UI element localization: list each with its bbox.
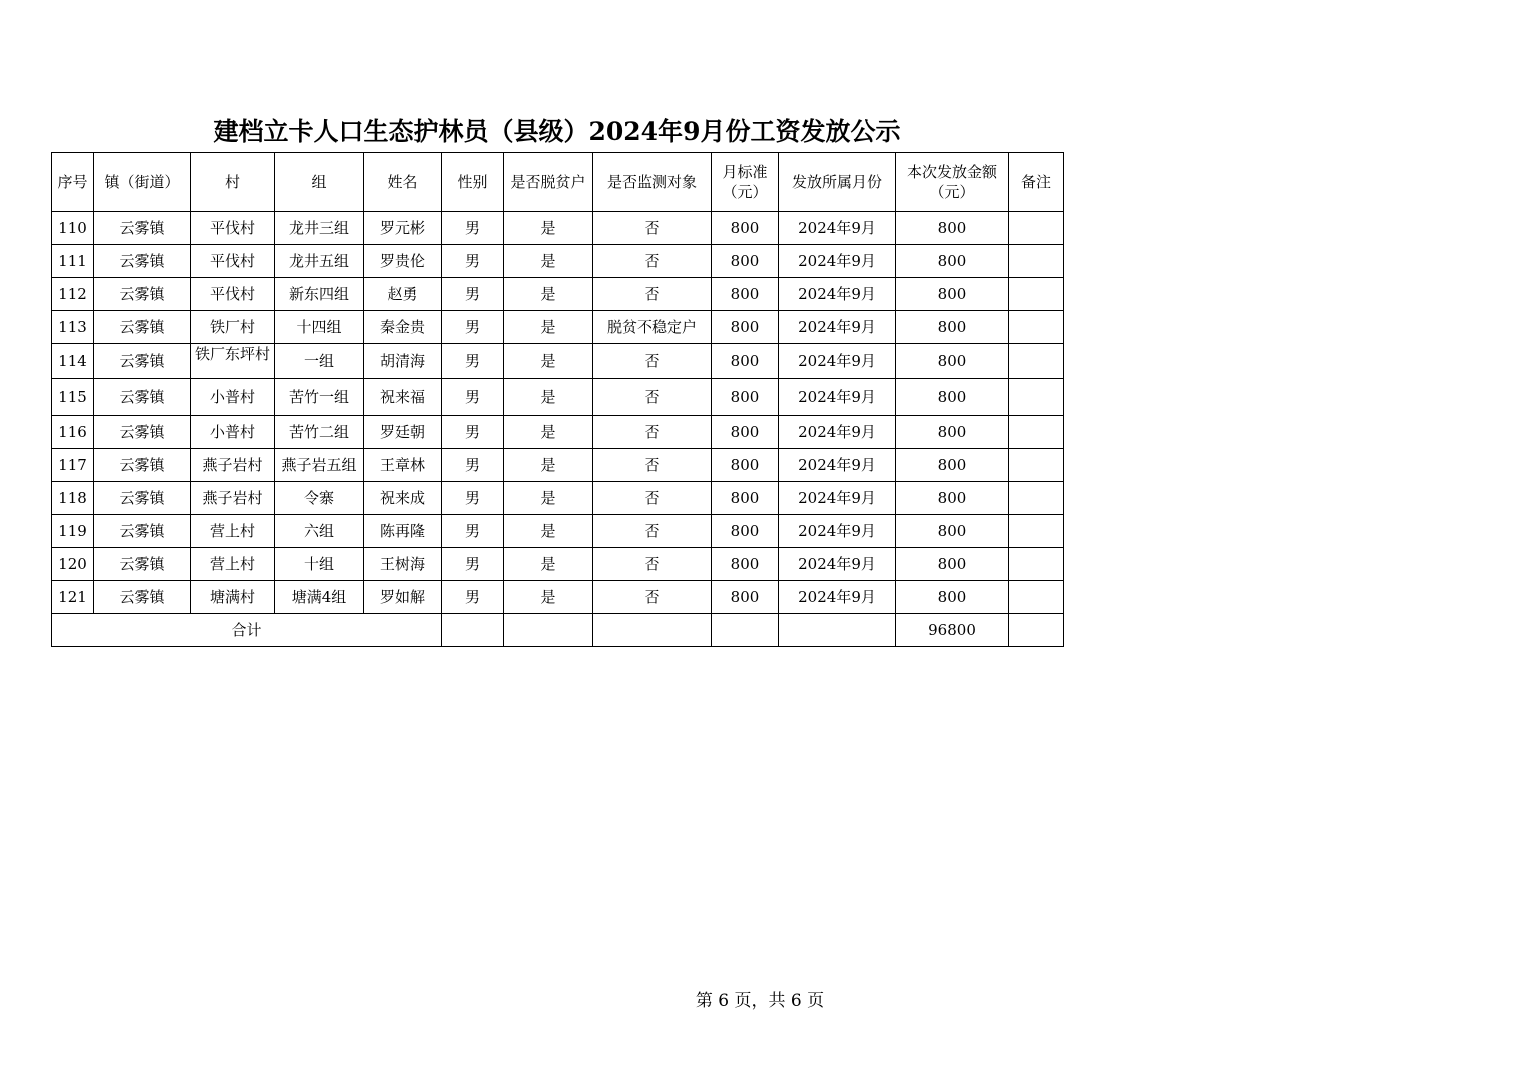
cell-group: 十组 <box>275 548 364 581</box>
cell-pay-month: 2024年9月 <box>779 449 896 482</box>
cell-name: 罗贵伦 <box>364 245 442 278</box>
table-cell <box>1009 614 1064 647</box>
header-row <box>52 153 1064 212</box>
cell-amount: 800 <box>896 416 1009 449</box>
cell-remark <box>1009 212 1064 245</box>
table-row <box>52 311 1064 344</box>
cell-group: 燕子岩五组 <box>275 449 364 482</box>
cell-monthly-standard: 800 <box>712 482 779 515</box>
cell-gender: 男 <box>442 212 504 245</box>
cell-amount: 800 <box>896 245 1009 278</box>
cell-poverty-exit: 是 <box>504 278 593 311</box>
cell-pay-month: 2024年9月 <box>779 379 896 416</box>
cell-poverty-exit: 是 <box>504 344 593 379</box>
cell-monthly-standard: 800 <box>712 416 779 449</box>
cell-name: 祝来福 <box>364 379 442 416</box>
table-cell <box>504 614 593 647</box>
cell-monitored: 否 <box>593 278 712 311</box>
cell-monitored: 否 <box>593 344 712 379</box>
cell-pay-month: 2024年9月 <box>779 515 896 548</box>
cell-monthly-standard: 800 <box>712 278 779 311</box>
cell-monthly-standard: 800 <box>712 449 779 482</box>
cell-remark <box>1009 548 1064 581</box>
cell-remark <box>1009 416 1064 449</box>
cell-group: 苦竹一组 <box>275 379 364 416</box>
cell-name: 陈再隆 <box>364 515 442 548</box>
cell-gender: 男 <box>442 581 504 614</box>
cell-name: 罗如解 <box>364 581 442 614</box>
cell-remark <box>1009 449 1064 482</box>
cell-name: 祝来成 <box>364 482 442 515</box>
cell-monitored: 否 <box>593 581 712 614</box>
cell-town: 云雾镇 <box>94 515 191 548</box>
cell-monitored: 否 <box>593 449 712 482</box>
header-cell: 村 <box>191 153 275 212</box>
cell-group: 苦竹二组 <box>275 416 364 449</box>
cell-town: 云雾镇 <box>94 311 191 344</box>
cell-monthly-standard: 800 <box>712 245 779 278</box>
cell-name: 王章林 <box>364 449 442 482</box>
cell-gender: 男 <box>442 311 504 344</box>
cell-remark <box>1009 344 1064 379</box>
cell-name: 赵勇 <box>364 278 442 311</box>
header-cell: 镇（街道） <box>94 153 191 212</box>
header-cell: 本次发放金额（元） <box>896 153 1009 212</box>
payroll-table <box>51 152 1064 647</box>
cell-name: 罗廷朝 <box>364 416 442 449</box>
cell-village: 小普村 <box>191 379 275 416</box>
cell-group: 令寨 <box>275 482 364 515</box>
cell-group: 一组 <box>275 344 364 379</box>
cell-index: 113 <box>52 311 94 344</box>
cell-poverty-exit: 是 <box>504 548 593 581</box>
cell-monitored: 否 <box>593 379 712 416</box>
table-row <box>52 379 1064 416</box>
cell-poverty-exit: 是 <box>504 416 593 449</box>
cell-index: 111 <box>52 245 94 278</box>
table-body <box>52 212 1064 614</box>
cell-village: 营上村 <box>191 515 275 548</box>
cell-pay-month: 2024年9月 <box>779 482 896 515</box>
header-cell: 发放所属月份 <box>779 153 896 212</box>
table-row <box>52 581 1064 614</box>
cell-village: 平伐村 <box>191 245 275 278</box>
header-cell: 姓名 <box>364 153 442 212</box>
cell-village: 小普村 <box>191 416 275 449</box>
cell-town: 云雾镇 <box>94 278 191 311</box>
cell-remark <box>1009 581 1064 614</box>
cell-name: 王树海 <box>364 548 442 581</box>
cell-village: 平伐村 <box>191 212 275 245</box>
page-title: 建档立卡人口生态护林员（县级）2024年9月份工资发放公示 <box>213 117 901 146</box>
cell-town: 云雾镇 <box>94 416 191 449</box>
table-row <box>52 482 1064 515</box>
cell-monitored: 脱贫不稳定户 <box>593 311 712 344</box>
cell-index: 110 <box>52 212 94 245</box>
cell-poverty-exit: 是 <box>504 581 593 614</box>
header-cell: 序号 <box>52 153 94 212</box>
cell-index: 121 <box>52 581 94 614</box>
cell-poverty-exit: 是 <box>504 515 593 548</box>
cell-poverty-exit: 是 <box>504 449 593 482</box>
cell-amount: 800 <box>896 344 1009 379</box>
cell-poverty-exit: 是 <box>504 482 593 515</box>
cell-gender: 男 <box>442 548 504 581</box>
cell-monitored: 否 <box>593 515 712 548</box>
cell-amount: 800 <box>896 212 1009 245</box>
table-row <box>52 344 1064 379</box>
cell-pay-month: 2024年9月 <box>779 212 896 245</box>
header-cell: 是否脱贫户 <box>504 153 593 212</box>
cell-remark <box>1009 482 1064 515</box>
header-cell: 性别 <box>442 153 504 212</box>
table-row <box>52 278 1064 311</box>
cell-name: 罗元彬 <box>364 212 442 245</box>
cell-town: 云雾镇 <box>94 581 191 614</box>
table-row <box>52 212 1064 245</box>
cell-pay-month: 2024年9月 <box>779 278 896 311</box>
cell-town: 云雾镇 <box>94 379 191 416</box>
header-cell: 备注 <box>1009 153 1064 212</box>
cell-monitored: 否 <box>593 212 712 245</box>
cell-town: 云雾镇 <box>94 245 191 278</box>
cell-gender: 男 <box>442 379 504 416</box>
cell-town: 云雾镇 <box>94 482 191 515</box>
cell-village: 燕子岩村 <box>191 449 275 482</box>
cell-index: 119 <box>52 515 94 548</box>
header-cell: 是否监测对象 <box>593 153 712 212</box>
cell-pay-month: 2024年9月 <box>779 311 896 344</box>
cell-town: 云雾镇 <box>94 212 191 245</box>
cell-group: 新东四组 <box>275 278 364 311</box>
cell-index: 120 <box>52 548 94 581</box>
table-cell <box>442 614 504 647</box>
cell-amount: 800 <box>896 581 1009 614</box>
cell-monthly-standard: 800 <box>712 212 779 245</box>
header-cell: 月标准（元） <box>712 153 779 212</box>
cell-village: 营上村 <box>191 548 275 581</box>
cell-pay-month: 2024年9月 <box>779 581 896 614</box>
cell-pay-month: 2024年9月 <box>779 416 896 449</box>
cell-monitored: 否 <box>593 548 712 581</box>
cell-remark <box>1009 379 1064 416</box>
cell-remark <box>1009 515 1064 548</box>
cell-group: 龙井五组 <box>275 245 364 278</box>
cell-index: 118 <box>52 482 94 515</box>
table-cell <box>593 614 712 647</box>
cell-village: 平伐村 <box>191 278 275 311</box>
table-cell <box>779 614 896 647</box>
cell-monthly-standard: 800 <box>712 344 779 379</box>
cell-index: 115 <box>52 379 94 416</box>
cell-gender: 男 <box>442 278 504 311</box>
cell-gender: 男 <box>442 344 504 379</box>
cell-amount: 800 <box>896 515 1009 548</box>
cell-monitored: 否 <box>593 245 712 278</box>
cell-monitored: 否 <box>593 482 712 515</box>
total-row <box>52 614 1064 647</box>
table-row <box>52 416 1064 449</box>
table-row <box>52 548 1064 581</box>
cell-gender: 男 <box>442 482 504 515</box>
cell-monthly-standard: 800 <box>712 311 779 344</box>
cell-group: 龙井三组 <box>275 212 364 245</box>
cell-index: 114 <box>52 344 94 379</box>
table-row <box>52 515 1064 548</box>
cell-amount: 800 <box>896 379 1009 416</box>
cell-amount: 800 <box>896 449 1009 482</box>
cell-remark <box>1009 278 1064 311</box>
cell-pay-month: 2024年9月 <box>779 344 896 379</box>
cell-name: 秦金贵 <box>364 311 442 344</box>
cell-monthly-standard: 800 <box>712 548 779 581</box>
cell-index: 112 <box>52 278 94 311</box>
cell-monthly-standard: 800 <box>712 515 779 548</box>
cell-amount: 800 <box>896 278 1009 311</box>
cell-monthly-standard: 800 <box>712 379 779 416</box>
cell-village <box>191 344 275 379</box>
header-cell: 组 <box>275 153 364 212</box>
cell-poverty-exit: 是 <box>504 379 593 416</box>
cell-town: 云雾镇 <box>94 344 191 379</box>
page-footer: 第 6 页，共 6 页 <box>695 991 825 1011</box>
cell-poverty-exit: 是 <box>504 212 593 245</box>
cell-text: 铁厂东坪村 <box>194 345 270 363</box>
cell-index: 117 <box>52 449 94 482</box>
cell-index: 116 <box>52 416 94 449</box>
cell-group: 六组 <box>275 515 364 548</box>
cell-name: 胡清海 <box>364 344 442 379</box>
cell-amount: 800 <box>896 482 1009 515</box>
cell-gender: 男 <box>442 416 504 449</box>
cell-village: 塘满村 <box>191 581 275 614</box>
cell-monthly-standard: 800 <box>712 581 779 614</box>
cell-pay-month: 2024年9月 <box>779 245 896 278</box>
cell-group: 塘满4组 <box>275 581 364 614</box>
cell-gender: 男 <box>442 515 504 548</box>
cell-village: 燕子岩村 <box>191 482 275 515</box>
cell-gender: 男 <box>442 449 504 482</box>
cell-remark <box>1009 245 1064 278</box>
cell-group: 十四组 <box>275 311 364 344</box>
cell-remark <box>1009 311 1064 344</box>
cell-monitored: 否 <box>593 416 712 449</box>
cell-pay-month: 2024年9月 <box>779 548 896 581</box>
cell-town: 云雾镇 <box>94 548 191 581</box>
table-row <box>52 245 1064 278</box>
cell-gender: 男 <box>442 245 504 278</box>
cell-poverty-exit: 是 <box>504 311 593 344</box>
cell-amount: 800 <box>896 548 1009 581</box>
table-row <box>52 449 1064 482</box>
cell-poverty-exit: 是 <box>504 245 593 278</box>
table-cell <box>712 614 779 647</box>
total-label: 合计 <box>52 614 442 647</box>
cell-amount: 800 <box>896 311 1009 344</box>
total-amount: 96800 <box>896 614 1009 647</box>
cell-village: 铁厂村 <box>191 311 275 344</box>
cell-town: 云雾镇 <box>94 449 191 482</box>
